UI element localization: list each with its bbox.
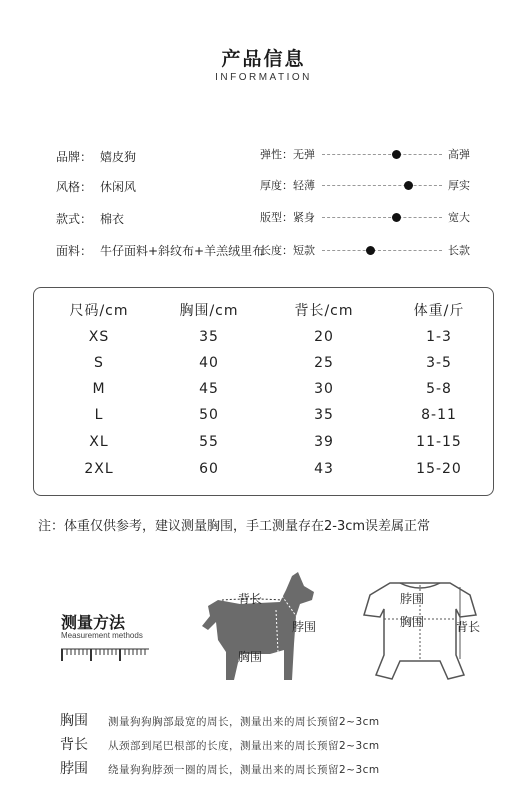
header-back: 背长/cm <box>294 303 354 319</box>
fit-scale <box>260 209 475 225</box>
info-key: 风格： <box>56 180 93 194</box>
info-type <box>56 210 124 227</box>
length-scale <box>260 242 475 258</box>
measure-title: 测量方法 <box>61 613 126 632</box>
cell-size: L <box>94 407 104 423</box>
scale-right-label: 长款 <box>448 244 470 257</box>
cell-size: XL <box>89 434 109 450</box>
measure-back-row <box>60 734 380 754</box>
cell-size: S <box>94 355 104 371</box>
scale-right-label: 高弹 <box>448 148 470 161</box>
info-fabric <box>56 242 264 259</box>
scale-right-label: 宽大 <box>448 211 470 224</box>
cell-weight: 8-11 <box>421 407 457 423</box>
thickness-scale <box>260 177 475 193</box>
measure-neck-row <box>60 758 380 778</box>
cell-chest: 50 <box>199 407 219 423</box>
header-size: 尺码/cm <box>69 303 129 319</box>
info-value: 嬉皮狗 <box>100 150 137 164</box>
cell-back: 43 <box>314 461 334 477</box>
cell-size: M <box>92 381 106 397</box>
info-value: 牛仔面料+斜纹布+羊羔绒里布 <box>100 244 265 258</box>
table-row <box>34 407 495 431</box>
cell-back: 20 <box>314 329 334 345</box>
cell-chest: 35 <box>199 329 219 345</box>
cell-back: 35 <box>314 407 334 423</box>
cell-back: 39 <box>314 434 334 450</box>
measure-chest-row <box>60 710 380 730</box>
elasticity-scale <box>260 146 475 162</box>
measure-key: 胸围 <box>60 713 88 729</box>
cell-weight: 15-20 <box>416 461 462 477</box>
table-row <box>34 461 495 485</box>
scale-dot <box>404 181 413 190</box>
header-chest: 胸围/cm <box>179 303 239 319</box>
info-key: 款式： <box>56 212 93 226</box>
dog-back-label: 背长 <box>238 592 263 606</box>
info-brand <box>56 148 136 165</box>
page-title: 产品信息 <box>221 48 306 70</box>
cloth-chest-label: 胸围 <box>400 615 425 629</box>
scale-right-label: 厚实 <box>448 179 470 192</box>
info-value: 休闲风 <box>100 180 137 194</box>
page-subtitle: INFORMATION <box>215 72 312 83</box>
measure-key: 背长 <box>60 737 88 753</box>
measure-desc: 绕量狗狗脖颈一圈的周长，测量出来的周长预留2~3cm <box>108 764 380 776</box>
ruler-icon <box>61 648 149 662</box>
cell-weight: 11-15 <box>416 434 462 450</box>
cloth-neck-label: 脖围 <box>400 592 425 606</box>
cell-size: 2XL <box>84 461 114 477</box>
scale-track <box>322 185 442 186</box>
table-row <box>34 355 495 379</box>
cell-back: 25 <box>314 355 334 371</box>
size-table <box>33 287 494 496</box>
cell-chest: 45 <box>199 381 219 397</box>
size-table-header <box>34 300 495 324</box>
scale-label: 弹性：无弹 <box>260 148 315 161</box>
info-key: 品牌： <box>56 150 93 164</box>
info-value: 棉衣 <box>100 212 125 226</box>
scale-label: 版型：紧身 <box>260 211 315 224</box>
cell-weight: 1-3 <box>426 329 452 345</box>
measure-desc: 测量狗狗胸部最宽的周长，测量出来的周长预留2~3cm <box>108 716 380 728</box>
cell-chest: 55 <box>199 434 219 450</box>
table-row <box>34 329 495 353</box>
measure-desc: 从颈部到尾巴根部的长度，测量出来的周长预留2~3cm <box>108 740 380 752</box>
info-key: 面料： <box>56 244 93 258</box>
scale-dot <box>366 246 375 255</box>
table-row <box>34 434 495 458</box>
scale-label: 厚度：轻薄 <box>260 179 315 192</box>
cell-chest: 40 <box>199 355 219 371</box>
cell-size: XS <box>88 329 110 345</box>
header-weight: 体重/斤 <box>413 303 465 319</box>
size-note: 注：体重仅供参考，建议测量胸围，手工测量存在2-3cm误差属正常 <box>38 519 431 534</box>
cell-weight: 5-8 <box>426 381 452 397</box>
scale-track <box>322 250 442 251</box>
dog-neck-label: 脖围 <box>292 620 317 634</box>
dog-chest-label: 胸围 <box>238 650 263 664</box>
cell-chest: 60 <box>199 461 219 477</box>
scale-track <box>322 217 442 218</box>
cell-back: 30 <box>314 381 334 397</box>
table-row <box>34 381 495 405</box>
scale-dot <box>392 150 401 159</box>
cloth-back-label: 背长 <box>456 620 481 634</box>
measure-subtitle: Measurement methods <box>61 631 143 640</box>
scale-track <box>322 154 442 155</box>
scale-label: 长度：短款 <box>260 244 315 257</box>
measure-key: 脖围 <box>60 761 88 777</box>
info-style <box>56 178 136 195</box>
cell-weight: 3-5 <box>426 355 452 371</box>
scale-dot <box>392 213 401 222</box>
